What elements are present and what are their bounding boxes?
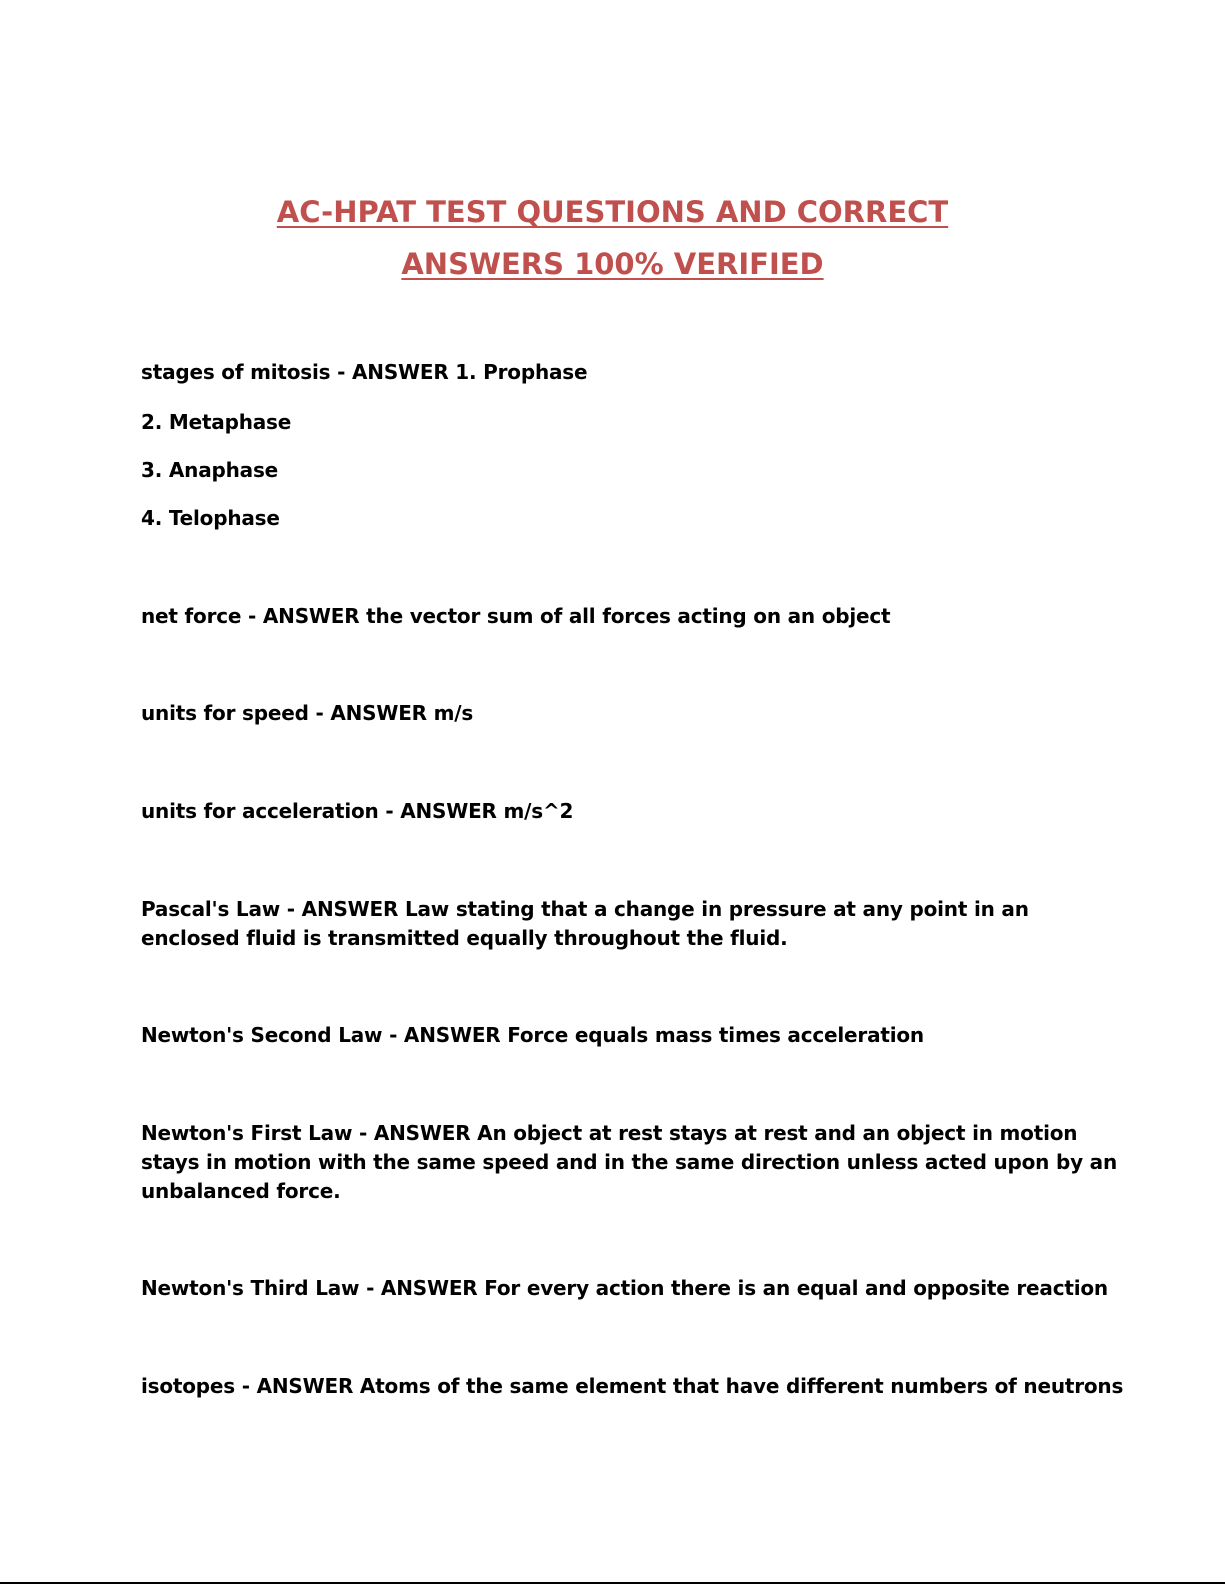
entry-net-force: net force - ANSWER the vector sum of all forces acting on an object	[141, 604, 891, 628]
entry-pascals-law-line-1: Pascal's Law - ANSWER Law stating that a change in pressure at any point in an	[141, 897, 1029, 921]
entry-anaphase: 3. Anaphase	[141, 458, 279, 482]
entry-metaphase: 2. Metaphase	[141, 410, 292, 434]
entry-newtons-third-law: Newton's Third Law - ANSWER For every action there is an equal and opposite reaction	[141, 1276, 1108, 1300]
entry-units-speed: units for speed - ANSWER m/s	[141, 701, 474, 725]
entry-newtons-first-law-line-3: unbalanced force.	[141, 1179, 341, 1203]
entry-telophase: 4. Telophase	[141, 506, 280, 530]
entry-pascals-law-line-2: enclosed fluid is transmitted equally throughout the fluid.	[141, 926, 788, 950]
document-title-line-1: AC-HPAT TEST QUESTIONS AND CORRECT	[276, 195, 949, 229]
entry-units-acceleration: units for acceleration - ANSWER m/s^2	[141, 799, 574, 823]
document-title-line-2: ANSWERS 100% VERIFIED	[401, 247, 824, 281]
entry-newtons-second-law: Newton's Second Law - ANSWER Force equals mass times acceleration	[141, 1023, 924, 1047]
entry-mitosis-line-1: stages of mitosis - ANSWER 1. Prophase	[141, 360, 588, 384]
page-bottom-border	[0, 1582, 1225, 1584]
entry-newtons-first-law-line-2: stays in motion with the same speed and in the same direction unless acted upon by an	[141, 1150, 1118, 1174]
entry-newtons-first-law-line-1: Newton's First Law - ANSWER An object at rest stays at rest and an object in motion	[141, 1121, 1078, 1145]
entry-isotopes: isotopes - ANSWER Atoms of the same element that have different numbers of neutrons	[141, 1374, 1124, 1398]
